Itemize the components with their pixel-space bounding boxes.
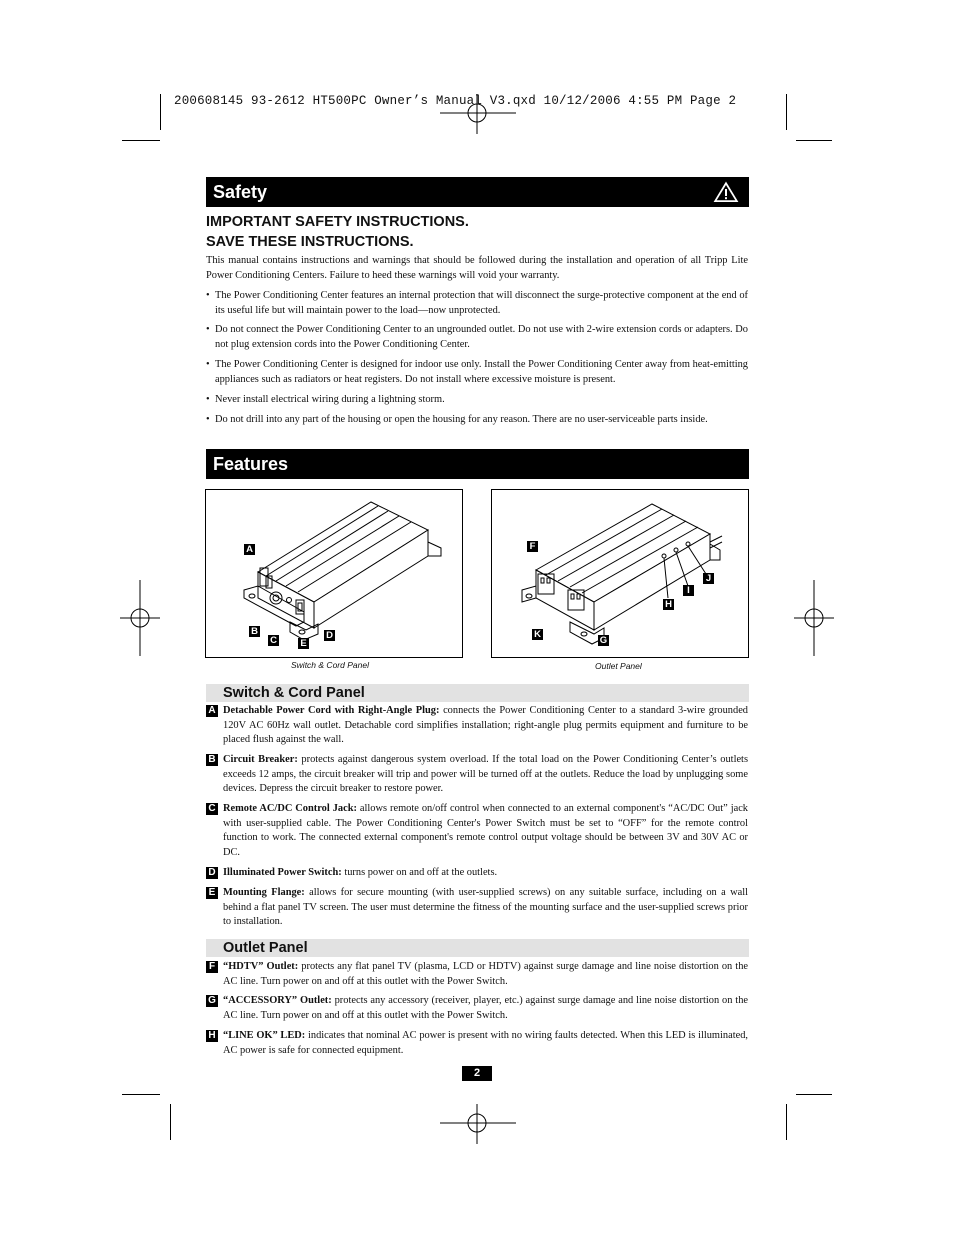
registration-mark-top — [440, 94, 516, 134]
figure-label-f: F — [527, 541, 538, 552]
figure-label-e: E — [298, 638, 309, 649]
safety-title: Safety — [213, 182, 268, 202]
feature-item-a: A Detachable Power Cord with Right-Angle Plug: connects the Power Conditioning Center to a standard 3-wire grounded 120V AC 60Hz wall outlet. Detachable cord simplifies installation; right-angle plug permits equipment and furniture to be placed flush against the wall. — [206, 704, 748, 748]
item-letter: B — [206, 754, 218, 766]
crop-mark — [796, 140, 832, 141]
outlet-panel-caption: Outlet Panel — [595, 661, 642, 671]
crop-mark — [122, 1094, 160, 1095]
registration-mark-left — [120, 580, 160, 656]
feature-item-g: G “ACCESSORY” Outlet: protects any accessory (receiver, player, etc.) against surge damage and line noise distortion on the AC line. Turn power on and off at this outlet with the Power Switch. — [206, 994, 748, 1023]
item-letter: C — [206, 803, 218, 815]
safety-intro: This manual contains instructions and warnings that should be followed during the installation and operation of all Tripp Lite Power Conditioning Centers. Failure to heed these warnings will void your warranty. — [206, 255, 748, 281]
figure-label-i: I — [683, 585, 694, 596]
crop-mark — [786, 1104, 787, 1140]
switch-cord-panel-heading: Switch & Cord Panel — [206, 684, 749, 702]
feature-item-e: E Mounting Flange: allows for secure mounting (with user-supplied screws) on any suitable surface, including on a wall behind a flat panel TV screen. The user must determine the fitness of the mounting surface and the user-supplied screws prior to installation. — [206, 886, 748, 930]
features-title: Features — [213, 454, 289, 474]
figure-label-d: D — [324, 630, 335, 641]
feature-item-h: H “LINE OK” LED: indicates that nominal AC power is present with no wiring faults detected. When this LED is illuminated, AC power is safe for connected equipment. — [206, 1029, 748, 1058]
safety-section-header — [206, 177, 749, 207]
item-letter: A — [206, 705, 218, 717]
outlet-panel-heading: Outlet Panel — [206, 939, 749, 957]
crop-mark — [160, 94, 161, 130]
features-section-header — [206, 449, 749, 479]
crop-mark — [170, 1104, 171, 1140]
crop-mark — [796, 1094, 832, 1095]
figure-label-c: C — [268, 635, 279, 646]
safety-bullet: • The Power Conditioning Center is designed for indoor use only. Install the Power Conditioning Center away from heat-emitting appliances such as radiators or heat registers. Do not install where excessive moisture is present. — [206, 359, 748, 385]
figure-label-h: H — [663, 599, 674, 610]
feature-item-c: C Remote AC/DC Control Jack: allows remote on/off control when connected to an external component's “AC/DC Out” jack with user-supplied cable. The Power Conditioning Center's Power Switch must be set to “OFF” for the remote control function to work. The connected external component's remote control output voltage should be between 3V and 30V AC or DC. — [206, 802, 748, 860]
printer-slug: 200608145 93-2612 HT500PC Owner’s Manual V3.qxd 10/12/2006 4:55 PM Page 2 — [174, 94, 737, 108]
figure-label-j: J — [703, 573, 714, 584]
crop-mark — [786, 94, 787, 130]
item-letter: E — [206, 887, 218, 899]
figure-label-a: A — [244, 544, 255, 555]
feature-item-b: B Circuit Breaker: protects against dangerous system overload. If the total load on the Power Conditioning Center’s outlets exceeds 12 amps, the circuit breaker will trip and power will be turned off at the outlets. Reduce the load by unplugging some devices. Depress the circuit breaker to restore power. — [206, 753, 748, 797]
safety-bullet: • Do not connect the Power Conditioning Center to an ungrounded outlet. Do not use with 2-wire extension cords or adapters. Do not plug extension cords into the Power Conditioning Center. — [206, 324, 748, 350]
feature-item-d: D Illuminated Power Switch: turns power on and off at the outlets. — [206, 866, 748, 881]
page-number: 2 — [462, 1066, 492, 1081]
switch-cord-panel-figure — [205, 489, 463, 658]
item-letter: G — [206, 995, 218, 1007]
safety-heading: IMPORTANT SAFETY INSTRUCTIONS. SAVE THESE INSTRUCTIONS. — [206, 214, 469, 250]
safety-bullet: • Do not drill into any part of the housing or open the housing for any reason. There are no user-serviceable parts inside. — [206, 414, 708, 425]
feature-item-f: F “HDTV” Outlet: protects any flat panel TV (plasma, LCD or HDTV) against surge damage and line noise distortion on the AC line. Turn power on and off at this outlet with the Power Switch. — [206, 960, 748, 989]
figure-label-b: B — [249, 626, 260, 637]
figure-label-k: K — [532, 629, 543, 640]
item-letter: D — [206, 867, 218, 879]
figure-label-g: G — [599, 635, 608, 646]
registration-mark-bottom — [440, 1104, 516, 1144]
safety-bullet: • The Power Conditioning Center features an internal protection that will disconnect the surge-protective component at the end of its useful life but will maintain power to the load—now unprotected. — [206, 290, 748, 316]
outlet-panel-figure — [491, 489, 749, 658]
safety-bullet: • Never install electrical wiring during a lightning storm. — [206, 394, 445, 405]
warning-icon — [713, 181, 739, 203]
crop-mark — [122, 140, 160, 141]
switch-cord-panel-caption: Switch & Cord Panel — [291, 660, 369, 670]
item-letter: H — [206, 1030, 218, 1042]
item-letter: F — [206, 961, 218, 973]
registration-mark-right — [794, 580, 834, 656]
